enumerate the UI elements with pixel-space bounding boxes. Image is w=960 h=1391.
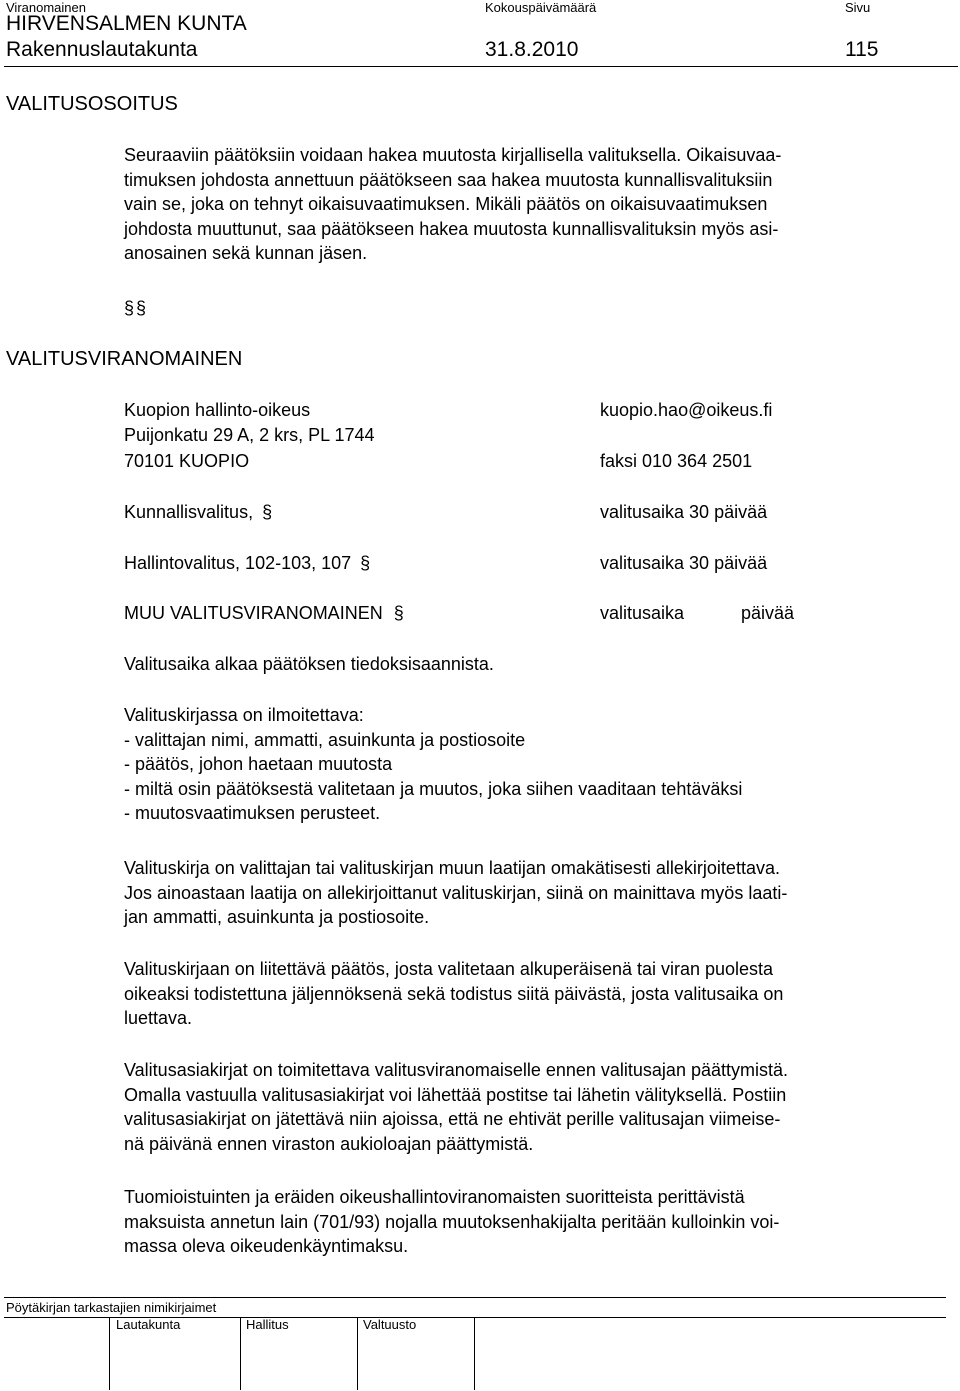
requirements-line: - päätös, johon haetaan muutosta: [124, 754, 393, 774]
footer-col-hallitus: Hallitus: [246, 1317, 289, 1332]
requirements-paragraph: [124, 703, 944, 826]
section-title-valitusosoitus: VALITUSOSOITUS: [6, 93, 178, 115]
appeal-label: MUU VALITUSVIRANOMAINEN: [124, 603, 383, 623]
appeal-label: Kunnallisvalitus,: [124, 502, 254, 522]
delivery-line: nä päivänä ennen viraston aukioloajan päättymistä.: [124, 1133, 534, 1154]
meeting-date: 31.8.2010: [485, 38, 579, 61]
section-marks: [124, 296, 146, 321]
attachment-paragraph: [124, 957, 944, 1031]
attachment-line: oikeaksi todistettuna jäljennöksenä sekä todistus siitä päivästä, josta valitusaika on: [124, 983, 784, 1004]
header-page-label: Sivu: [845, 0, 871, 15]
requirements-line: - muutosvaatimuksen perusteet.: [124, 803, 381, 823]
header-authority-label: Viranomainen: [6, 0, 86, 15]
appeal-row-municipal: [124, 500, 272, 525]
footer-col-divider: [109, 1318, 110, 1390]
intro-line: timuksen johdosta annettuun päätökseen saa hakea muutosta kunnallisvalituksiin: [124, 169, 773, 190]
appeal-time: valitusaika 30 päivää: [600, 553, 768, 573]
section-mark: §: [393, 603, 404, 623]
fees-line: maksuista annetun lain (701/93) nojalla muutoksenhakijalta peritään kulloinkin voi-: [124, 1211, 780, 1232]
section-mark: §: [136, 298, 147, 318]
page-number: 115: [845, 38, 879, 61]
header-divider: [4, 66, 958, 67]
appeal-time-unit: päivää: [741, 603, 795, 623]
footer-col-divider: [240, 1318, 241, 1390]
signing-line: Jos ainoastaan laatija on allekirjoittanut valituskirjan, siinä on mainittava myös laati-: [124, 882, 788, 903]
intro-line: Seuraaviin päätöksiin voidaan hakea muutosta kirjallisella valituksella. Oikaisuvaa-: [124, 145, 782, 165]
appeal-time: valitusaika 30 päivää: [600, 502, 768, 522]
intro-paragraph: [124, 143, 944, 266]
requirements-line: Valituskirjassa on ilmoitettava:: [124, 705, 364, 725]
attachment-line: luettava.: [124, 1008, 193, 1028]
authority-city: 70101 KUOPIO: [124, 451, 250, 471]
signing-paragraph: [124, 856, 944, 930]
fees-line: massa oleva oikeudenkäyntimaksu.: [124, 1236, 409, 1256]
signing-line: Valituskirja on valittajan tai valituskirjan muun laatijan omakätisesti allekirjoitettava.: [124, 858, 780, 878]
appeal-label: Hallintovalitus, 102-103, 107: [124, 553, 352, 573]
appeal-row-other: [124, 601, 404, 626]
signing-line: jan ammatti, asuinkunta ja postiosoite.: [124, 907, 430, 927]
header-date-label: Kokouspäivämäärä: [485, 0, 597, 15]
delivery-paragraph: [124, 1058, 944, 1156]
delivery-line: Omalla vastuulla valitusasiakirjat voi lähettää postitse tai lähetin välityksellä. Postiin: [124, 1084, 787, 1105]
delivery-line: valitusasiakirjat on jätettävä niin ajoissa, että ne ehtivät perille valitusajan viimeise-: [124, 1109, 781, 1129]
authority-address: Puijonkatu 29 A, 2 krs, PL 1744: [124, 425, 375, 445]
footer-col-lautakunta: Lautakunta: [116, 1317, 181, 1332]
requirements-line: - valittajan nimi, ammatti, asuinkunta ja postiosoite: [124, 729, 526, 750]
appeal-start-note: Valitusaika alkaa päätöksen tiedoksisaannista.: [124, 654, 494, 674]
authority-email: kuopio.hao@oikeus.fi: [600, 400, 773, 420]
intro-line: johdosta muuttunut, saa päätökseen hakea muutosta kunnallisvalituksin myös asi-: [124, 218, 779, 239]
intro-line: vain se, joka on tehnyt oikaisuvaatimuksen. Mikäli päätös on oikaisuvaatimuksen: [124, 194, 768, 214]
delivery-line: Valitusasiakirjat on toimitettava valitusviranomaiselle ennen valitusajan päättymistä.: [124, 1060, 788, 1080]
authority-fax: faksi 010 364 2501: [600, 451, 753, 471]
footer-col-divider: [474, 1318, 475, 1390]
footer-label: Pöytäkirjan tarkastajien nimikirjaimet: [6, 1300, 217, 1315]
section-mark: §: [360, 553, 371, 573]
appeal-time-label: valitusaika: [600, 603, 685, 623]
footer-col-divider: [357, 1318, 358, 1390]
footer-col-valtuusto: Valtuusto: [363, 1317, 417, 1332]
attachment-line: Valituskirjaan on liitettävä päätös, josta valitetaan alkuperäisenä tai viran puolesta: [124, 959, 774, 979]
section-mark: §: [124, 298, 135, 318]
section-title-valitusviranomainen: VALITUSVIRANOMAINEN: [6, 348, 243, 370]
board-name: Rakennuslautakunta: [6, 38, 198, 61]
fees-line: Tuomioistuinten ja eräiden oikeushallintoviranomaisten suoritteista perittävistä: [124, 1187, 745, 1207]
footer-divider: [4, 1297, 946, 1298]
fees-paragraph: [124, 1185, 944, 1259]
authority-name: Kuopion hallinto-oikeus: [124, 400, 311, 420]
municipality-name: HIRVENSALMEN KUNTA: [6, 12, 247, 35]
intro-line: anosainen sekä kunnan jäsen.: [124, 243, 368, 263]
section-mark: §: [262, 502, 273, 522]
requirements-line: - miltä osin päätöksestä valitetaan ja muutos, joka siihen vaaditaan tehtäväksi: [124, 778, 743, 799]
appeal-row-administrative: [124, 551, 370, 576]
